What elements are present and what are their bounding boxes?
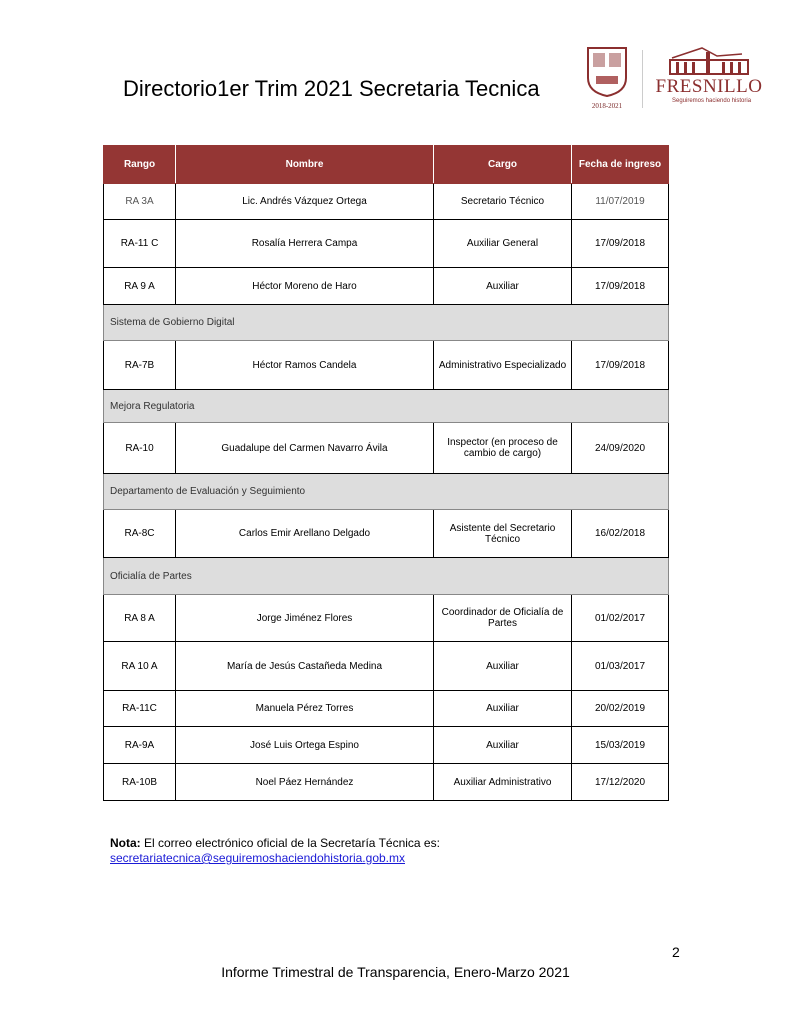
- section-label: Departamento de Evaluación y Seguimiento: [104, 474, 669, 510]
- cell-rango: RA-11 C: [104, 220, 176, 268]
- cell-nombre: Guadalupe del Carmen Navarro Ávila: [176, 423, 434, 474]
- cell-fecha: 17/09/2018: [572, 220, 669, 268]
- cell-nombre: Jorge Jiménez Flores: [176, 595, 434, 642]
- table-row: [104, 184, 669, 220]
- cell-fecha: 17/09/2018: [572, 341, 669, 390]
- directory-table: [103, 145, 669, 801]
- table-row: [104, 268, 669, 305]
- cell-rango: RA 9 A: [104, 268, 176, 305]
- cell-cargo: Inspector (en proceso de cambio de cargo): [434, 423, 572, 474]
- header-nombre: Nombre: [176, 146, 434, 184]
- cell-fecha: 01/03/2017: [572, 642, 669, 691]
- page-title: Directorio1er Trim 2021 Secretaria Tecnica: [123, 76, 540, 101]
- header-fecha: Fecha de ingreso: [572, 146, 669, 184]
- section-row: [104, 558, 669, 595]
- cell-nombre: Carlos Emir Arellano Delgado: [176, 510, 434, 558]
- page-number: 2: [672, 944, 680, 960]
- cell-cargo: Auxiliar: [434, 691, 572, 727]
- email-link[interactable]: secretariatecnica@seguiremoshaciendohistoria.gob.mx: [110, 851, 405, 865]
- cell-fecha: 20/02/2019: [572, 691, 669, 727]
- cell-fecha: 01/02/2017: [572, 595, 669, 642]
- cell-rango: RA-11C: [104, 691, 176, 727]
- header-rango: Rango: [104, 146, 176, 184]
- section-label: Mejora Regulatoria: [104, 390, 669, 423]
- fresnillo-wordmark: FRESNILLO: [655, 76, 763, 97]
- cell-rango: RA 8 A: [104, 595, 176, 642]
- cell-cargo: Auxiliar: [434, 727, 572, 764]
- cell-rango: RA-10: [104, 423, 176, 474]
- cell-nombre: Héctor Ramos Candela: [176, 341, 434, 390]
- cell-fecha: 16/02/2018: [572, 510, 669, 558]
- logo-divider: [642, 50, 643, 108]
- note: [110, 836, 440, 866]
- cell-nombre: María de Jesús Castañeda Medina: [176, 642, 434, 691]
- section-label: Oficialía de Partes: [104, 558, 669, 595]
- table-row: [104, 764, 669, 801]
- section-row: [104, 390, 669, 423]
- cell-nombre: Lic. Andrés Vázquez Ortega: [176, 184, 434, 220]
- cell-cargo: Auxiliar: [434, 642, 572, 691]
- table-row: [104, 727, 669, 764]
- section-row: [104, 474, 669, 510]
- cell-cargo: Administrativo Especializado: [434, 341, 572, 390]
- cell-cargo: Coordinador de Oficialía de Partes: [434, 595, 572, 642]
- table-row: [104, 595, 669, 642]
- cell-fecha: 11/07/2019: [572, 184, 669, 220]
- table-header-row: [104, 146, 669, 184]
- cell-fecha: 24/09/2020: [572, 423, 669, 474]
- cell-rango: RA 3A: [104, 184, 176, 220]
- table-row: [104, 642, 669, 691]
- cell-cargo: Secretario Técnico: [434, 184, 572, 220]
- table-row: [104, 220, 669, 268]
- fresnillo-tagline: Seguiremos haciendo historia: [672, 98, 752, 104]
- note-text: El correo electrónico oficial de la Secretaría Técnica es:: [140, 836, 440, 850]
- cell-cargo: Asistente del Secretario Técnico: [434, 510, 572, 558]
- cell-rango: RA-7B: [104, 341, 176, 390]
- ayuntamiento-seal-logo: [578, 44, 636, 110]
- cell-fecha: 15/03/2019: [572, 727, 669, 764]
- table-row: [104, 510, 669, 558]
- section-label: Sistema de Gobierno Digital: [104, 305, 669, 341]
- cell-fecha: 17/12/2020: [572, 764, 669, 801]
- table-row: [104, 423, 669, 474]
- cell-nombre: Héctor Moreno de Haro: [176, 268, 434, 305]
- page-footer: Informe Trimestral de Transparencia, Enero-Marzo 2021: [221, 964, 570, 980]
- cell-nombre: Manuela Pérez Torres: [176, 691, 434, 727]
- section-row: [104, 305, 669, 341]
- cell-rango: RA-10B: [104, 764, 176, 801]
- fresnillo-logo: [652, 46, 766, 106]
- cell-rango: RA-9A: [104, 727, 176, 764]
- cell-cargo: Auxiliar General: [434, 220, 572, 268]
- table-row: [104, 341, 669, 390]
- table-row: [104, 691, 669, 727]
- cell-nombre: Rosalía Herrera Campa: [176, 220, 434, 268]
- header-cargo: Cargo: [434, 146, 572, 184]
- cell-nombre: José Luis Ortega Espino: [176, 727, 434, 764]
- seal-years: 2018-2021: [591, 102, 623, 110]
- cell-fecha: 17/09/2018: [572, 268, 669, 305]
- cell-rango: RA 10 A: [104, 642, 176, 691]
- cell-cargo: Auxiliar Administrativo: [434, 764, 572, 801]
- note-label: Nota:: [110, 836, 141, 850]
- cell-rango: RA-8C: [104, 510, 176, 558]
- cell-nombre: Noel Páez Hernández: [176, 764, 434, 801]
- cell-cargo: Auxiliar: [434, 268, 572, 305]
